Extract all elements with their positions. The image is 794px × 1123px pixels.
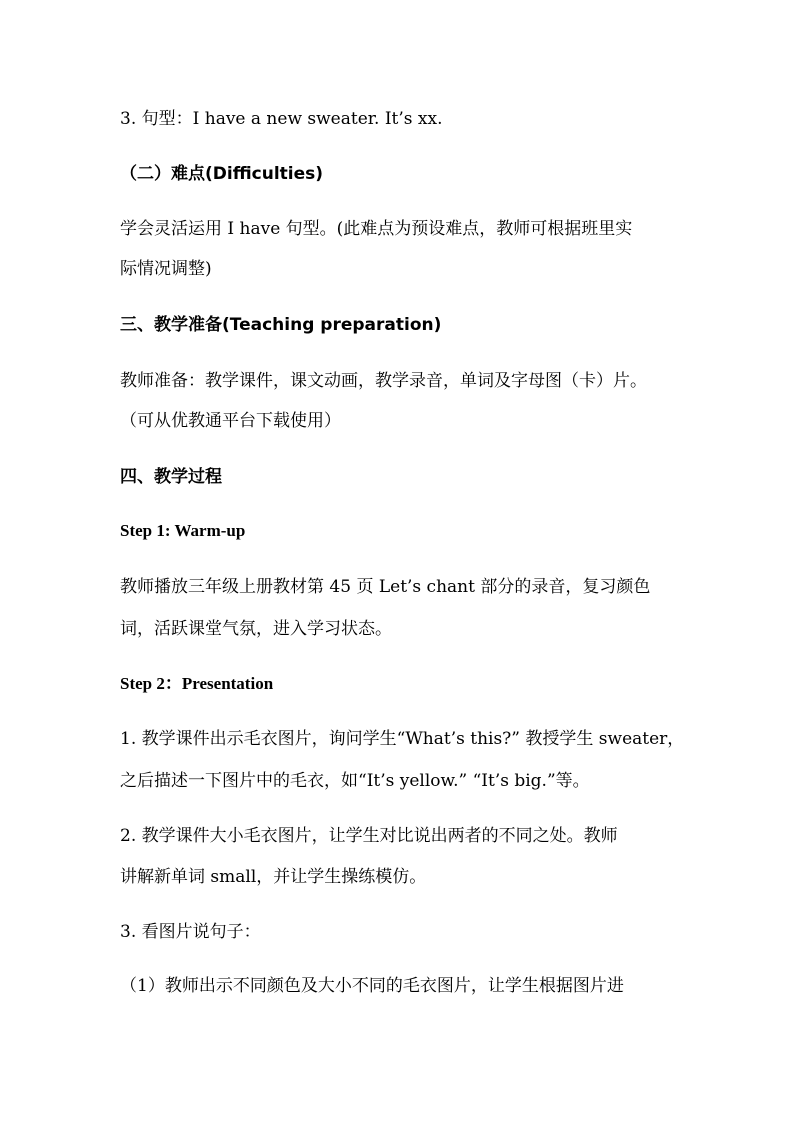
sentence-pattern-item: 3. 句型：I have a new sweater. It’s xx. [120, 109, 443, 129]
step-2-item-1-line-2: 之后描述一下图片中的毛衣，如“It’s yellow.” “It’s big.”等。 [120, 771, 590, 791]
step-1-text-line-1: 教师播放三年级上册教材第 45 页 Let’s chant 部分的录音，复习颜色 [120, 577, 651, 597]
preparation-text-line-1: 教师准备：教学课件，课文动画，教学录音，单词及字母图（卡）片。 [120, 371, 647, 391]
step-2-item-3: 3. 看图片说句子： [120, 922, 261, 942]
step-2-heading: Step 2：Presentation [120, 674, 274, 693]
step-2-item-1-line-1: 1. 教学课件出示毛衣图片，询问学生“What’s this?” 教授学生 sweater， [120, 729, 685, 749]
step-2-item-2-line-1: 2. 教学课件大小毛衣图片，让学生对比说出两者的不同之处。教师 [120, 826, 618, 846]
step-1-text-line-2: 词，活跃课堂气氛，进入学习状态。 [120, 619, 392, 639]
teaching-preparation-heading: 三、教学准备(Teaching preparation) [120, 315, 442, 335]
difficulties-text-line-1: 学会灵活运用 I have 句型。(此难点为预设难点，教师可根据班里实 [120, 219, 633, 239]
step-2-subitem-1: （1）教师出示不同颜色及大小不同的毛衣图片，让学生根据图片进 [120, 976, 624, 996]
preparation-text-line-2: （可从优教通平台下载使用） [120, 411, 341, 431]
difficulties-text-line-2: 际情况调整) [120, 259, 212, 279]
difficulties-heading: （二）难点(Difficulties) [120, 164, 324, 184]
step-2-item-2-line-2: 讲解新单词 small，并让学生操练模仿。 [120, 867, 427, 887]
step-1-heading: Step 1: Warm-up [120, 521, 246, 540]
teaching-process-heading: 四、教学过程 [120, 467, 222, 487]
